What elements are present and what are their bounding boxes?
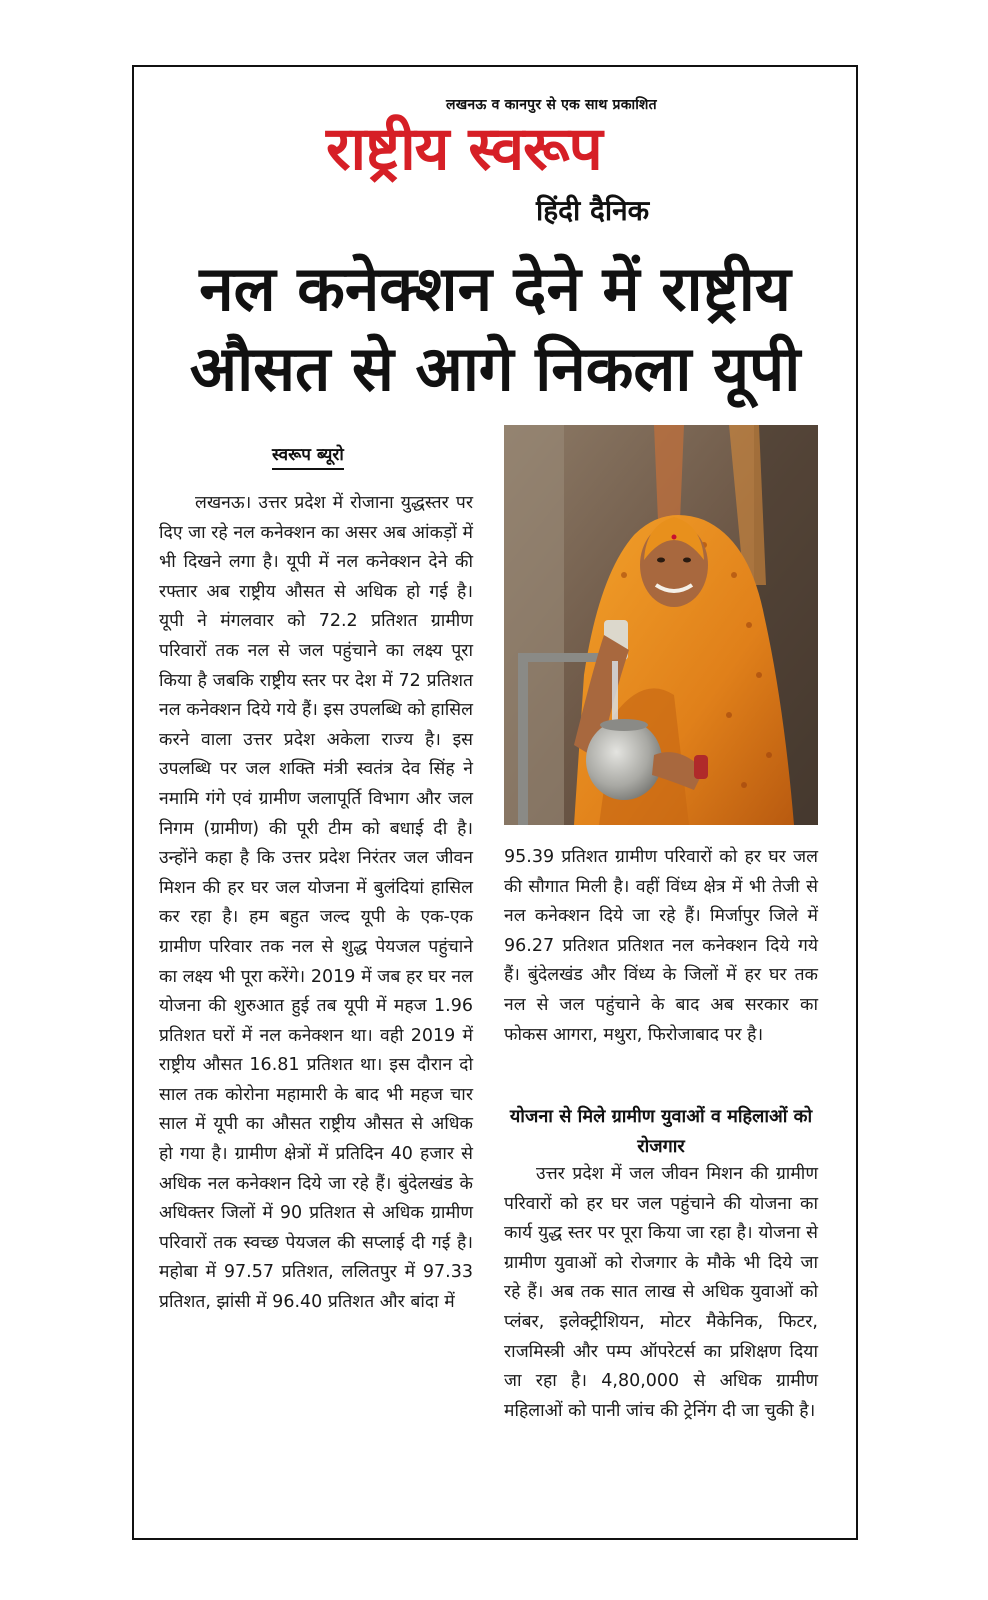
masthead-tagline: लखनऊ व कानपुर से एक साथ प्रकाशित [446, 97, 657, 113]
article-subhead: योजना से मिले ग्रामीण युवाओं व महिलाओं को रोजगार [509, 1106, 813, 1157]
photo-illustration [504, 425, 818, 825]
newspaper-clipping [132, 65, 858, 1540]
article-body-right-column-bottom: उत्तर प्रदेश में जल जीवन मिशन की ग्रामीण परिवारों को हर घर जल पहुंचाने की योजना का कार्य युद्ध स्तर पर पूरा किया जा रहा है। योजना से ग्रामीण युवाओं को रोजगार के मौके भी दिये जा रहे हैं। अब तक सात लाख से अधिक युवाओं को प्लंबर, इलेक्ट्रीशियन, मोटर मैकेनिक, फिटर, राजमिस्त्री और पम्प ऑपरेटर्स का प्रशिक्षण दिया जा रहा है। 4,80,000 से अधिक ग्रामीण महिलाओं को पानी जांच की ट्रेनिंग दी जा चुकी है। [504, 1164, 818, 1421]
masthead-subtitle: हिंदी दैनिक [536, 194, 650, 227]
headline-line-2: औसत से आगे निकला यूपी [189, 332, 801, 405]
article-body-left-column: लखनऊ। उत्तर प्रदेश में रोजाना युद्धस्तर पर दिए जा रहे नल कनेक्शन का असर अब आंकड़ों में भी दिखने लगा है। यूपी में नल कनेक्शन देने की रफ्तार अब राष्ट्रीय औसत से अधिक हो गई है। यूपी ने मंगलवार को 72.2 प्रतिशत ग्रामीण परिवारों तक नल से जल पहुंचाने का लक्ष्य पूरा किया है जबकि राष्ट्रीय स्तर पर देश में 72 प्रतिशत नल कनेक्शन दिये गये हैं। इस उपलब्धि को हासिल करने वाला उत्तर प्रदेश अकेला राज्य है। इस उपलब्धि पर जल शक्ति मंत्री स्वतंत्र देव सिंह ने नमामि गंगे एवं ग्रामीण जलापूर्ति विभाग और जल निगम (ग्रामीण) की पूरी टीम को बधाई दी है। उन्होंने कहा है कि उत्तर प्रदेश निरंतर जल जीवन मिशन की हर घर जल योजना में बुलंदियां हासिल कर रहा है। हम बहुत जल्द यूपी के एक-एक ग्रामीण परिवार तक नल से शुद्ध पेयजल पहुंचाने का लक्ष्य भी पूरा करेंगे। 2019 में जब हर घर नल योजना की शुरुआत हुई तब यूपी में महज 1.96 प्रतिशत घरों में नल कनेक्शन था। वही 2019 में राष्ट्रीय औसत 16.81 प्रतिशत था। इस दौरान दो साल तक कोरोना महामारी के बाद भी महज चार साल में यूपी का औसत राष्ट्रीय औसत से अधिक हो गया है। ग्रामीण क्षेत्रों में प्रतिदिन 40 हजार से अधिक नल कनेक्शन दिये जा रहे हैं। बुंदेलखंड के अधिक्तर जिलों में 90 प्रतिशत से अधिक ग्रामीण परिवारों तक स्वच्छ पेयजल की सप्लाई दी गई है। महोबा में 97.57 प्रतिशत, ललितपुर में 97.33 प्रतिशत, झांसी में 96.40 प्रतिशत और बांदा में [159, 493, 473, 1313]
woman-at-water-tap-photo [504, 425, 818, 825]
headline-line-1: नल कनेक्शन देने में राष्ट्रीय [199, 252, 791, 325]
article-headline [134, 249, 856, 409]
article-body-right-column-top: 95.39 प्रतिशत ग्रामीण परिवारों को हर घर जल की सौगात मिली है। वहीं विंध्य क्षेत्र में भी तेजी से नल कनेक्शन दिये जा रहे हैं। मिर्जापुर जिले में 96.27 प्रतिशत प्रतिशत नल कनेक्शन दिये गये हैं। बुंदेलखंड और विंध्य के जिलों में हर घर तक नल से जल पहुंचाने के बाद अब सरकार का फोकस आगरा, मथुरा, फिरोजाबाद पर है। [504, 847, 818, 1045]
masthead-name: राष्ट्रीय स्वरूप [326, 114, 602, 184]
byline: स्वरूप ब्यूरो [272, 442, 344, 470]
